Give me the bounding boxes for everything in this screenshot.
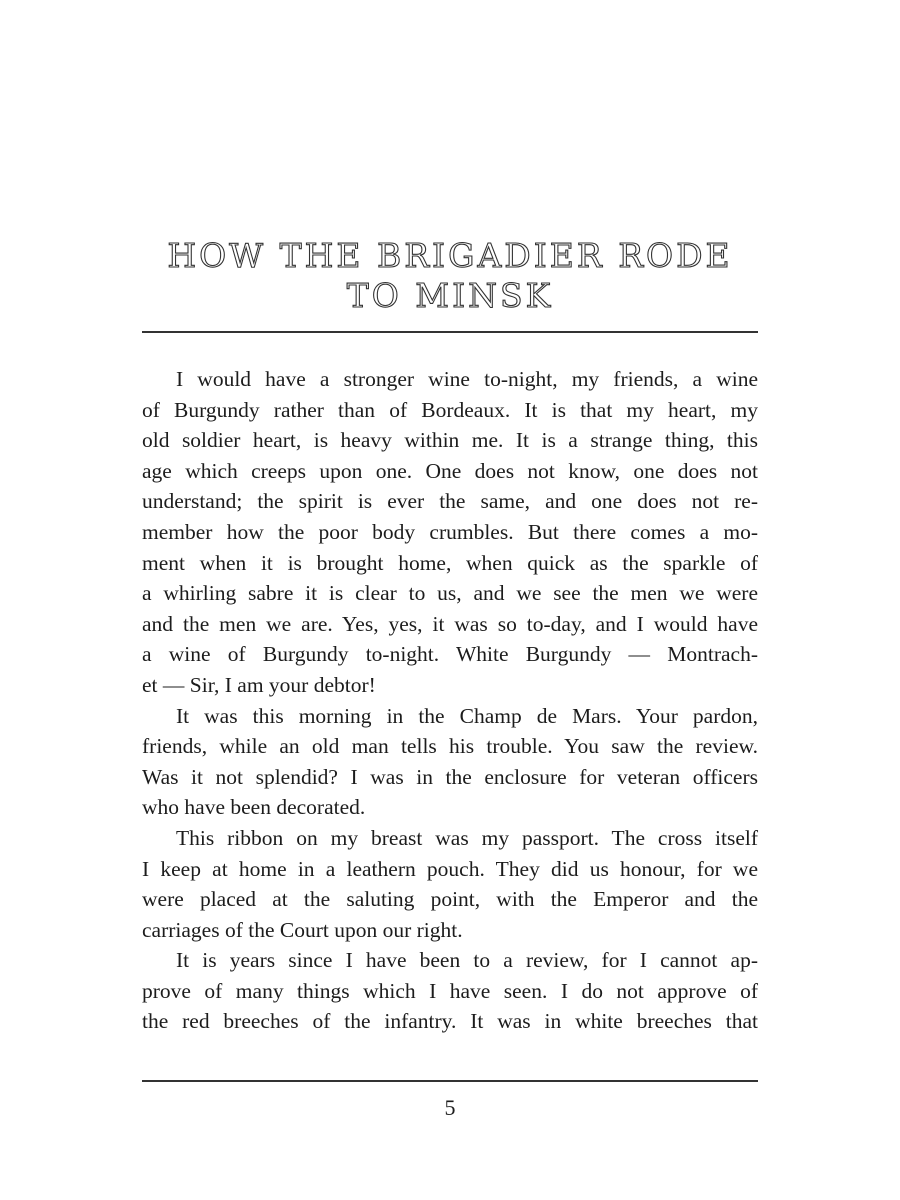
- chapter-title-line-1: HOW THE BRIGADIER RODE: [167, 236, 733, 275]
- chapter-body: [142, 364, 758, 1037]
- text-line: and the men we are. Yes, yes, it was so to-day, and I would have: [142, 611, 758, 636]
- text-line: old soldier heart, is heavy within me. It is a strange thing, this: [142, 428, 758, 453]
- text-line: a whirling sabre it is clear to us, and we see the men we were: [142, 581, 758, 606]
- text-line: member how the poor body crumbles. But there comes a mo-: [142, 519, 758, 544]
- text-line: I would have a stronger wine to-night, my friends, a wine: [176, 367, 758, 391]
- bottom-divider: [142, 1080, 758, 1082]
- paragraph-4: [142, 945, 758, 1037]
- text-line: Was it not splendid? I was in the enclosure for veteran officers: [142, 764, 758, 789]
- text-line: friends, while an old man tells his trouble. You saw the review.: [142, 734, 758, 759]
- chapter-title: [142, 236, 758, 316]
- text-line: who have been decorated.: [142, 795, 366, 820]
- text-line: the red breeches of the infantry. It was in white breeches that: [142, 1009, 758, 1034]
- text-line: prove of many things which I have seen. I do not approve of: [142, 978, 758, 1003]
- text-line: were placed at the saluting point, with the Emperor and the: [142, 887, 758, 912]
- chapter-title-line-2: TO MINSK: [346, 276, 554, 315]
- top-divider: [142, 331, 758, 333]
- page-number: 5: [444, 1095, 456, 1120]
- text-line: carriages of the Court upon our right.: [142, 917, 463, 942]
- text-line: of Burgundy rather than of Bordeaux. It is that my heart, my: [142, 397, 758, 422]
- text-line: It is years since I have been to a review, for I cannot ap-: [176, 948, 758, 973]
- paragraph-1: [142, 364, 758, 701]
- text-line: It was this morning in the Champ de Mars. Your pardon,: [176, 703, 758, 728]
- text-line: age which creeps upon one. One does not know, one does not: [142, 458, 758, 483]
- text-line: understand; the spirit is ever the same, and one does not re-: [142, 489, 758, 514]
- text-line: This ribbon on my breast was my passport. The cross itself: [176, 825, 758, 850]
- paragraph-3: [142, 823, 758, 945]
- text-line: a wine of Burgundy to-night. White Burgundy — Montrach-: [142, 642, 758, 667]
- paragraph-2: [142, 701, 758, 823]
- text-line: I keep at home in a leathern pouch. They did us honour, for we: [142, 856, 758, 881]
- text-line: ment when it is brought home, when quick as the sparkle of: [142, 550, 758, 575]
- text-line: et — Sir, I am your debtor!: [142, 672, 376, 697]
